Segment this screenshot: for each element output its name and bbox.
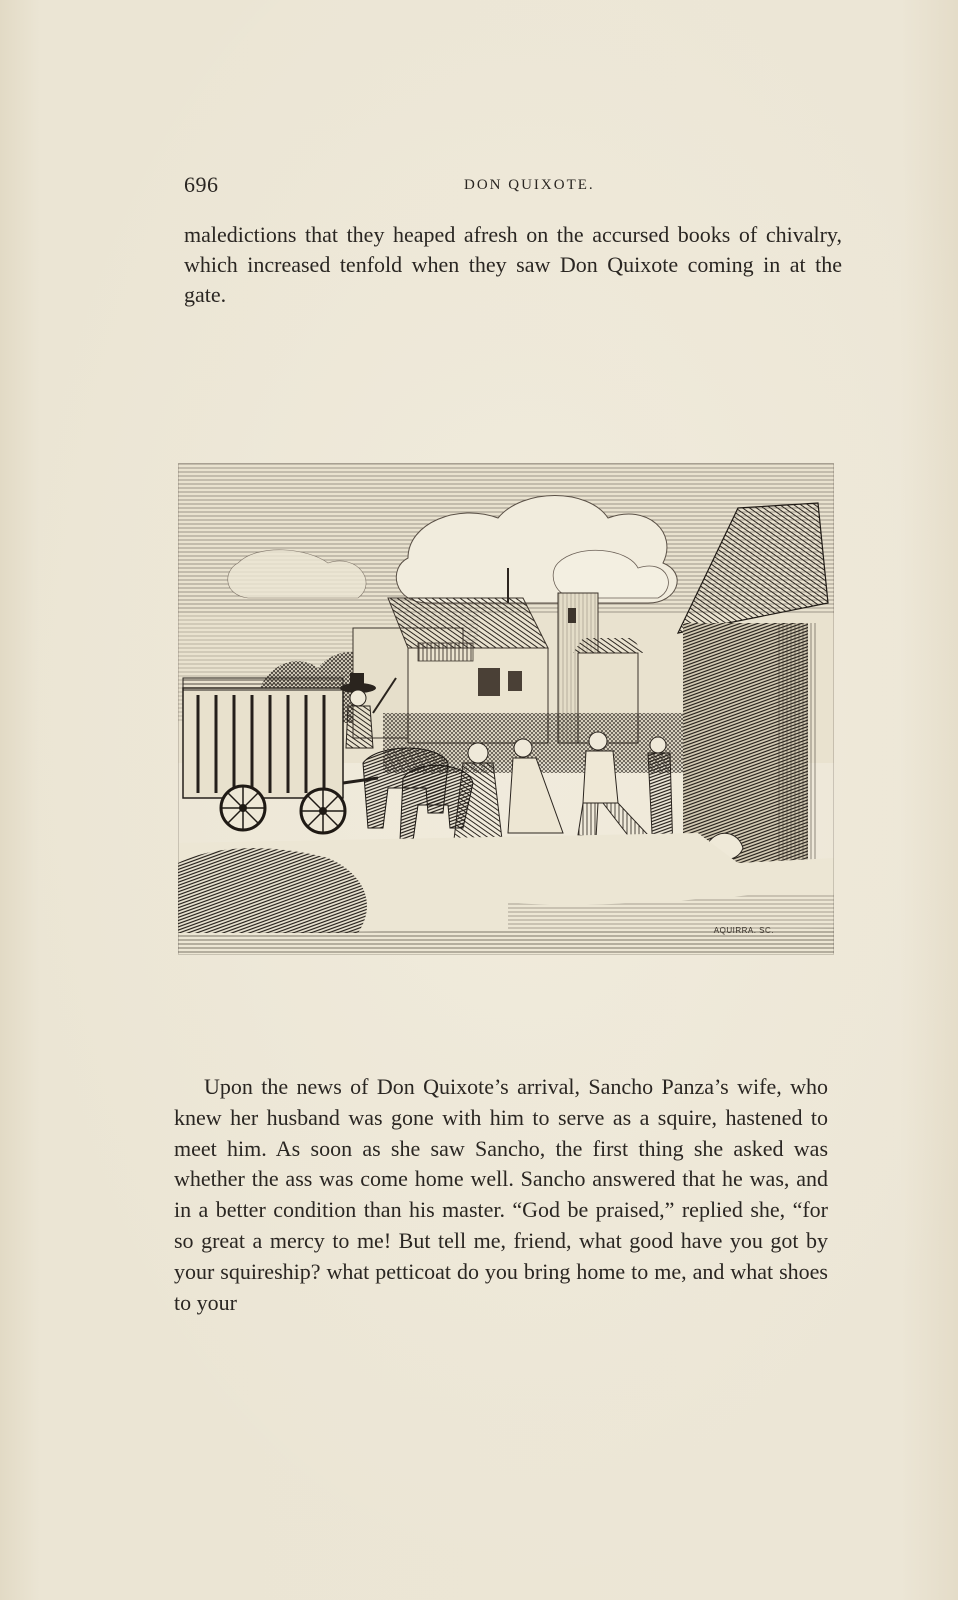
engraver-signature: AQUIRRA. SC. [713,926,774,935]
running-title: DON QUIXOTE. [464,177,595,193]
page-number: 696 [184,172,219,197]
paragraph-top: maledictions that they heaped afresh on the accursed books of chivalry, which increased tenfold when they saw Don Quixote coming in at the gate. [184,222,842,307]
paragraph-bottom: Upon the news of Don Quixote’s arrival, Sancho Panza’s wife, who knew her husband was gone with him to serve as a squire, hastened to meet him. As soon as she saw Sancho, the first thing she asked was whether the ass was come home well. Sancho answered that he was, and in a better condition than his master. “God be praised,” replied she, “for so great a mercy to me! But tell me, friend, what good have you got by your squireship? what petticoat do you bring home to me, and what shoes to your [174,1074,828,1315]
engraving-svg [178,463,834,955]
engraving-illustration [178,463,834,955]
running-header [184,172,844,200]
